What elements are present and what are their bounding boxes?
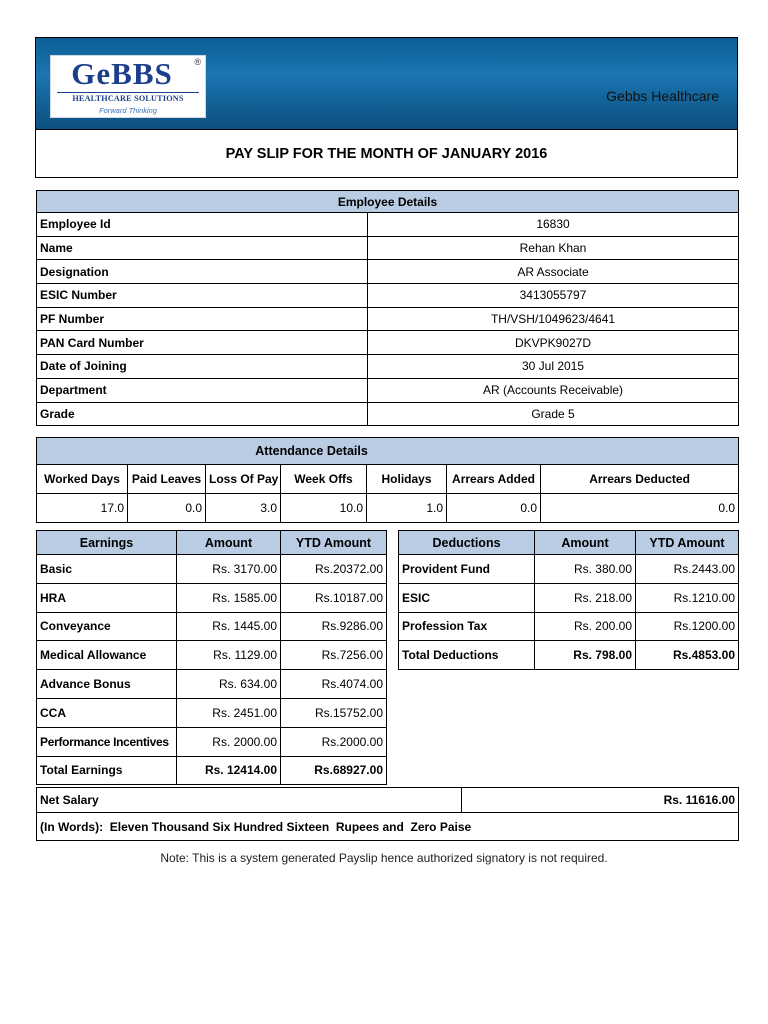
- employee-field-label: Grade: [37, 402, 368, 426]
- earning-ytd: Rs.10187.00: [281, 583, 387, 612]
- ytd-col-header: YTD Amount: [636, 531, 739, 555]
- attendance-col-header: Loss Of Pay: [206, 465, 281, 494]
- table-row: [37, 698, 387, 727]
- ytd-col-header: YTD Amount: [281, 531, 387, 555]
- earnings-col-header: Earnings: [37, 531, 177, 555]
- net-salary-label: Net Salary: [37, 788, 462, 813]
- earning-label: HRA: [37, 583, 177, 612]
- deduction-label: Provident Fund: [399, 555, 535, 584]
- table-row: [37, 583, 387, 612]
- table-header-row: [399, 531, 739, 555]
- attendance-col-header: Holidays: [367, 465, 447, 494]
- employee-field-value: 30 Jul 2015: [368, 355, 739, 379]
- earning-amount: Rs. 3170.00: [177, 555, 281, 584]
- table-row: [399, 583, 739, 612]
- total-deductions-amount: Rs. 798.00: [535, 641, 636, 670]
- employee-field-label: Designation: [37, 260, 368, 284]
- employee-field-value: Rehan Khan: [368, 236, 739, 260]
- logo-divider: [57, 92, 199, 93]
- table-row: [37, 355, 739, 379]
- earning-label: Basic: [37, 555, 177, 584]
- deduction-ytd: Rs.1210.00: [636, 583, 739, 612]
- table-row: [37, 612, 387, 641]
- attendance-col-header: Arrears Added: [447, 465, 541, 494]
- logo-registered-mark: ®: [194, 57, 201, 67]
- earning-amount: Rs. 2000.00: [177, 727, 281, 756]
- employee-field-label: ESIC Number: [37, 284, 368, 308]
- earning-ytd: Rs.7256.00: [281, 641, 387, 670]
- logo-tagline: Forward Thinking: [99, 106, 157, 115]
- table-row: [37, 494, 739, 523]
- table-row: [37, 727, 387, 756]
- net-salary-words-row: [37, 813, 739, 841]
- employee-details-heading: Employee Details: [37, 191, 739, 213]
- deduction-ytd: Rs.1200.00: [636, 612, 739, 641]
- earning-label: Medical Allowance: [37, 641, 177, 670]
- earning-amount: Rs. 1129.00: [177, 641, 281, 670]
- table-row: [399, 555, 739, 584]
- earning-ytd: Rs.9286.00: [281, 612, 387, 641]
- earning-amount: Rs. 1585.00: [177, 583, 281, 612]
- employee-field-label: PF Number: [37, 307, 368, 331]
- attendance-col-header: Arrears Deducted: [541, 465, 739, 494]
- net-salary-value: Rs. 11616.00: [462, 788, 739, 813]
- table-header-row: [37, 531, 387, 555]
- deduction-amount: Rs. 380.00: [535, 555, 636, 584]
- header-banner: [35, 37, 738, 130]
- earning-label: Advance Bonus: [37, 670, 177, 699]
- attendance-value: 17.0: [37, 494, 128, 523]
- earnings-table: [36, 530, 387, 785]
- earning-ytd: Rs.4074.00: [281, 670, 387, 699]
- net-salary-table: [36, 787, 739, 841]
- company-logo: [50, 55, 206, 118]
- earning-amount: Rs. 634.00: [177, 670, 281, 699]
- attendance-col-header: Week Offs: [281, 465, 367, 494]
- total-earnings-ytd: Rs.68927.00: [281, 756, 387, 785]
- total-deductions-label: Total Deductions: [399, 641, 535, 670]
- employee-field-value: 3413055797: [368, 284, 739, 308]
- deduction-label: ESIC: [399, 583, 535, 612]
- table-row: [37, 378, 739, 402]
- employee-field-value: AR (Accounts Receivable): [368, 378, 739, 402]
- attendance-value: 1.0: [367, 494, 447, 523]
- attendance-value: 0.0: [128, 494, 206, 523]
- earning-label: Performance Incentives: [37, 727, 177, 756]
- attendance-heading-text: Attendance Details: [255, 444, 368, 458]
- attendance-value: 0.0: [447, 494, 541, 523]
- total-earnings-label: Total Earnings: [37, 756, 177, 785]
- table-row: [399, 612, 739, 641]
- deductions-col-header: Deductions: [399, 531, 535, 555]
- earning-label: CCA: [37, 698, 177, 727]
- total-earnings-amount: Rs. 12414.00: [177, 756, 281, 785]
- employee-field-label: Date of Joining: [37, 355, 368, 379]
- deduction-amount: Rs. 200.00: [535, 612, 636, 641]
- deduction-amount: Rs. 218.00: [535, 583, 636, 612]
- employee-field-value: DKVPK9027D: [368, 331, 739, 355]
- table-row: [37, 402, 739, 426]
- deductions-table: [398, 530, 739, 670]
- table-row: [37, 331, 739, 355]
- table-row: [37, 641, 387, 670]
- system-generated-note: Note: This is a system generated Payslip hence authorized signatory is not required.: [160, 851, 608, 865]
- total-deductions-ytd: Rs.4853.00: [636, 641, 739, 670]
- attendance-value: 3.0: [206, 494, 281, 523]
- employee-field-label: PAN Card Number: [37, 331, 368, 355]
- employee-field-value: Grade 5: [368, 402, 739, 426]
- table-row: [37, 236, 739, 260]
- earning-ytd: Rs.15752.00: [281, 698, 387, 727]
- earning-label: Conveyance: [37, 612, 177, 641]
- employee-field-label: Department: [37, 378, 368, 402]
- total-row: [399, 641, 739, 670]
- table-row: [37, 284, 739, 308]
- attendance-col-header: Worked Days: [37, 465, 128, 494]
- employee-field-label: Employee Id: [37, 213, 368, 237]
- total-row: [37, 756, 387, 785]
- table-row: [37, 213, 739, 237]
- table-row: [37, 670, 387, 699]
- logo-subtitle: HEALTHCARE SOLUTIONS: [72, 94, 184, 103]
- company-name: Gebbs Healthcare: [606, 88, 719, 104]
- table-row: [37, 555, 387, 584]
- earning-amount: Rs. 1445.00: [177, 612, 281, 641]
- attendance-details-heading: [37, 438, 739, 465]
- employee-field-value: TH/VSH/1049623/4641: [368, 307, 739, 331]
- logo-wordmark: GeBBS: [71, 56, 173, 91]
- earning-ytd: Rs.2000.00: [281, 727, 387, 756]
- attendance-details-table: [36, 437, 739, 523]
- employee-field-value: AR Associate: [368, 260, 739, 284]
- amount-col-header: Amount: [177, 531, 281, 555]
- earning-amount: Rs. 2451.00: [177, 698, 281, 727]
- attendance-col-header: Paid Leaves: [128, 465, 206, 494]
- table-header-row: [37, 465, 739, 494]
- table-row: [37, 260, 739, 284]
- net-salary-in-words: (In Words): Eleven Thousand Six Hundred Sixteen Rupees and Zero Paise: [37, 813, 739, 841]
- employee-details-table: [36, 190, 739, 426]
- employee-field-label: Name: [37, 236, 368, 260]
- attendance-value: 0.0: [541, 494, 739, 523]
- payslip-title: PAY SLIP FOR THE MONTH OF JANUARY 2016: [35, 130, 738, 178]
- earning-ytd: Rs.20372.00: [281, 555, 387, 584]
- deduction-label: Profession Tax: [399, 612, 535, 641]
- amount-col-header: Amount: [535, 531, 636, 555]
- employee-field-value: 16830: [368, 213, 739, 237]
- net-salary-row: [37, 788, 739, 813]
- table-row: [37, 307, 739, 331]
- deduction-ytd: Rs.2443.00: [636, 555, 739, 584]
- attendance-value: 10.0: [281, 494, 367, 523]
